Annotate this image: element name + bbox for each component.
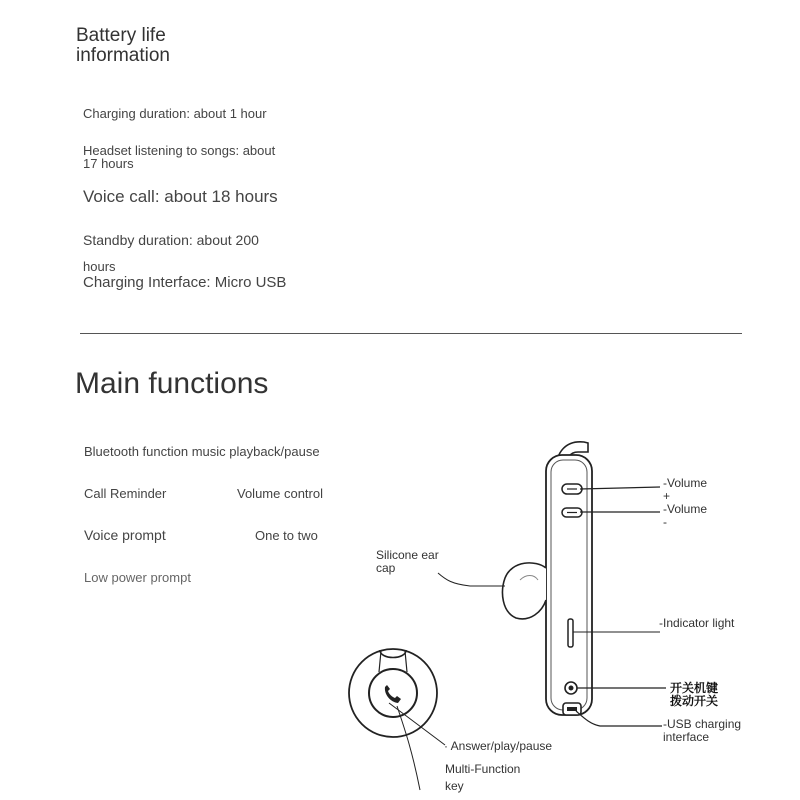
label-volume-plus bbox=[663, 477, 707, 503]
voice-call-duration: Voice call: about 18 hours bbox=[83, 187, 278, 206]
call-reminder: Call Reminder bbox=[84, 486, 167, 501]
label-answer-play-pause: · Answer/play/pause bbox=[444, 739, 553, 753]
listening-line1: Headset listening to songs: about bbox=[83, 143, 276, 158]
voice-prompt: Voice prompt bbox=[84, 527, 166, 543]
battery-title-line1: Battery life bbox=[76, 25, 166, 46]
mfk-line1: Multi-Function bbox=[445, 762, 521, 776]
silicone-line2: cap bbox=[376, 561, 396, 575]
mfk-line2: key bbox=[445, 779, 464, 793]
label-multi-function-key bbox=[445, 761, 520, 795]
bluetooth-function: Bluetooth function music playback/pause bbox=[84, 444, 320, 459]
usb-line1: -USB charging bbox=[663, 717, 742, 731]
one-to-two: One to two bbox=[255, 528, 318, 543]
volume-plus-line1: -Volume bbox=[663, 476, 708, 490]
label-volume-minus bbox=[663, 503, 707, 529]
silicone-line1: Silicone ear bbox=[376, 548, 439, 562]
usb-line2: interface bbox=[663, 730, 710, 744]
power-line2: 拨动开关 bbox=[670, 694, 719, 708]
label-silicone-ear-cap bbox=[376, 549, 439, 575]
multi-function-key bbox=[369, 669, 417, 717]
volume-minus-line2: - bbox=[663, 515, 667, 529]
standby-line1: Standby duration: about 200 bbox=[83, 232, 259, 248]
battery-title-line2: information bbox=[76, 45, 170, 66]
label-power-switch bbox=[670, 682, 718, 708]
volume-control: Volume control bbox=[237, 486, 323, 501]
volume-minus-line1: -Volume bbox=[663, 502, 708, 516]
charging-duration: Charging duration: about 1 hour bbox=[83, 106, 267, 121]
power-line1: 开关机键 bbox=[670, 681, 719, 695]
label-indicator-light: -Indicator light bbox=[659, 616, 735, 630]
label-usb-interface bbox=[663, 718, 741, 744]
listening-line2: 17 hours bbox=[83, 156, 134, 171]
silicone-ear-cap bbox=[503, 563, 546, 619]
low-power-prompt: Low power prompt bbox=[84, 570, 191, 585]
charging-interface: Charging Interface: Micro USB bbox=[83, 274, 287, 291]
standby-line2: hours bbox=[83, 259, 116, 274]
volume-plus-line2: + bbox=[663, 489, 671, 503]
indicator-light bbox=[568, 619, 573, 647]
main-functions-title: Main functions bbox=[75, 367, 269, 400]
